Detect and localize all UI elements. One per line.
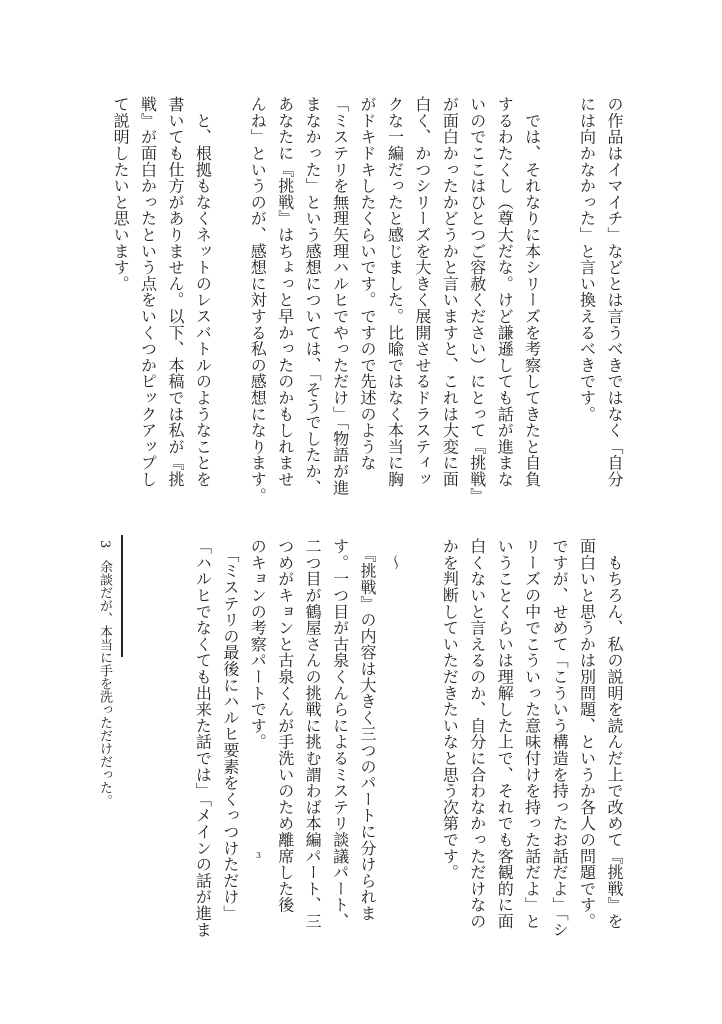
text-column: ～ [385, 538, 405, 571]
text-column: リーズの中でこういった意味付けを持った話だよ」と [522, 538, 542, 930]
text-column: 「ハルヒでなくても出来た話では」「メインの話が進ま [193, 538, 213, 938]
text-column: 書いても仕方がありません。以下、本稿では私が『挑 [165, 96, 185, 488]
text-column: ですが、せめて「こういう構造を持ったお話だよ」「シ [550, 538, 570, 938]
text-column: の作品はイマイチ」などとは言うべきではなく「自分 [605, 96, 624, 488]
text-column: あなたに『挑戦』はちょっと早かったのかもしれませ [275, 96, 295, 488]
text-column: つめがキョンと古泉くんが手洗いのため離席した後 [275, 538, 295, 913]
text-column: 「ミステリを無理矢理ハルヒでやっただけ」「物語が進 [330, 96, 350, 496]
text-column: もちろん、私の説明を読んだ上で改めて『挑戦』を [605, 538, 624, 930]
text-column: には向かなかった」と言い換えるべきです。 [577, 96, 597, 422]
text-column: 戦』が面白かったという点をいくつかピックアップし [138, 96, 158, 488]
text-column: んね」というのが、感想に対する私の感想になります。 [248, 96, 268, 504]
text-column: 白くないと言えるのか、自分に合わなかっただけなの [467, 538, 487, 930]
text-column: す。一つ目が古泉くんらによるミステリ談議パート、 [330, 538, 350, 930]
text-column: て説明したいと思います。 [111, 96, 131, 292]
text-column: と、根拠もなくネットのレスバトルのようなことを [193, 96, 213, 488]
text-column: 『挑戦』の内容は大きく三つのパートに分けられま [358, 538, 378, 922]
footnote-text: 余談だが、本当に手を洗っただけだった。 [97, 560, 112, 808]
text-column: 白く、かつシリーズを大きく展開させるドラスティッ [412, 96, 432, 488]
text-column: するわたくし（尊大だな。けど謙遜しても話が進まな [495, 96, 515, 488]
text-column: のキョンの考察パートです。 [248, 538, 268, 750]
text-column: クな一編だったと感じました。比喩ではなく本当に胸 [385, 96, 405, 488]
footnote-number: 3 [97, 540, 112, 549]
text-column: 面白いと思うかは別問題、というか各人の問題です。 [577, 538, 597, 930]
text-column: 「ミステリの最後にハルヒ要素をくっつけただけ」 [220, 538, 240, 922]
text-column: いのでここはひとつご容赦ください）にとって『挑戦』 [467, 96, 487, 504]
text-column: が面白かったかどうかと言いますと、これは大変に面 [440, 96, 460, 488]
text-column: 二つ目が鶴屋さんの挑戦に挑む謂わば本編パート、三 [303, 538, 323, 930]
text-column: まなかった」という感想については、「そうでしたか、 [303, 96, 323, 496]
footnote-reference: 3 [256, 851, 262, 860]
text-column: かを判断していただきたいなと思う次第です。 [440, 538, 460, 881]
text-column: いうことくらいは理解した上で、それでも客観的に面 [495, 538, 515, 930]
footnote-divider [121, 535, 123, 657]
footnote [94, 540, 114, 807]
text-column: では、それなりに本シリーズを考察してきたと自負 [522, 96, 542, 488]
text-column: がドキドキしたくらいです。ですので先述のような [358, 96, 378, 471]
